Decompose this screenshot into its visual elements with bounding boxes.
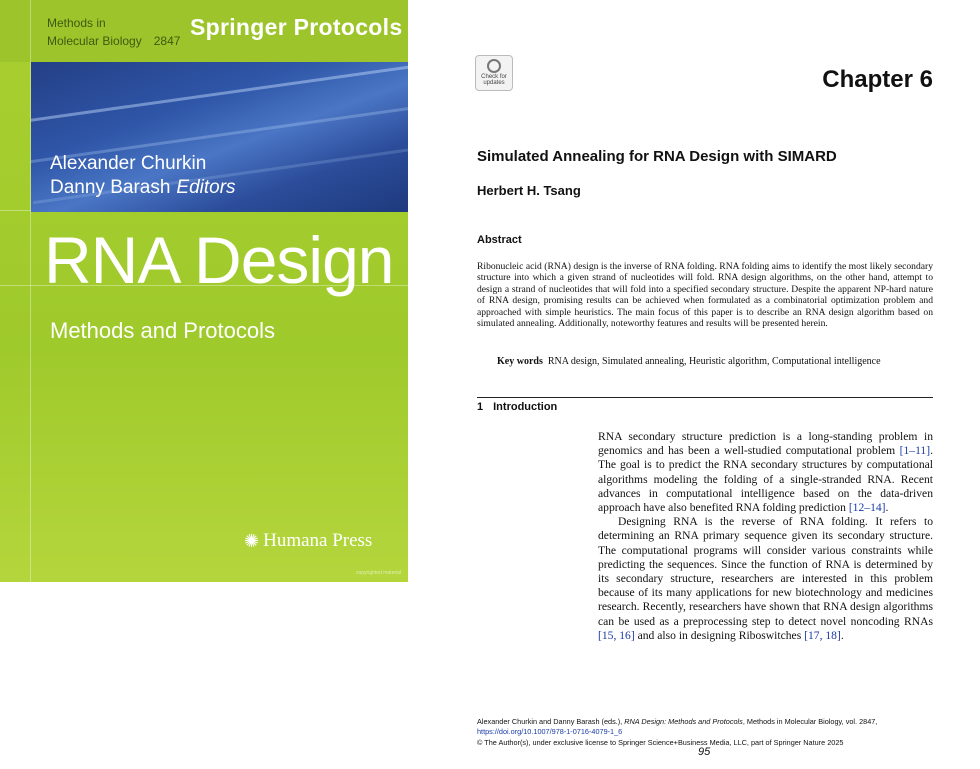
footer-text: , Methods in Molecular Biology, vol. 2847, — [742, 717, 878, 726]
check-label: Check for updates — [481, 74, 507, 86]
copyright-mark: copyrighted material — [356, 570, 402, 576]
abstract-heading: Abstract — [477, 234, 522, 246]
body-text — [598, 430, 933, 643]
book-cover — [0, 0, 408, 582]
chapter-page — [408, 0, 980, 769]
citation-link[interactable]: [17, 18] — [804, 628, 841, 642]
keywords — [497, 356, 881, 367]
citation-link[interactable]: [1–11] — [899, 444, 931, 458]
footer-book-title: RNA Design: Methods and Protocols — [624, 717, 743, 726]
series-volume: 2847 — [153, 34, 181, 48]
keywords-list: RNA design, Simulated annealing, Heuristic algorithm, Computational intelligence — [547, 356, 881, 367]
footer-citation — [477, 717, 947, 748]
cover-subtitle: Methods and Protocols — [50, 318, 276, 343]
chapter-author: Herbert H. Tsang — [477, 183, 581, 198]
humana-star-icon: ✺ — [244, 530, 260, 551]
series-name — [47, 14, 180, 50]
footer-copyright: © The Author(s), under exclusive license to Springer Science+Business Media, LLC, part of Springer Nature 2025 — [477, 737, 844, 747]
section-rule — [477, 397, 933, 398]
editor-name: Alexander Churkin — [50, 153, 207, 174]
check-for-updates-badge[interactable] — [475, 55, 513, 91]
text-run: and also in designing Riboswitches — [634, 628, 805, 642]
cover-editors — [50, 152, 236, 200]
publisher-name: Humana Press — [263, 530, 373, 551]
footer-text: Alexander Churkin and Danny Barash (eds.), — [477, 717, 625, 726]
brand-title: Springer Protocols — [190, 14, 403, 40]
publisher-logo — [244, 530, 372, 552]
series-line1: Methods in — [47, 16, 106, 30]
text-run: Designing RNA is the reverse of RNA folding. It refers to determining an RNA primary sequence given its secondary structure. The computational programs will consider various constraints while predicting the sequences. Since the function of RNA is determined by its secondary structure, researchers are interested in this problem because of its many applications for new biotechnology and medicines research. Recently, researchers have shown that RNA design algorithms can be used as a preprocessing step to detect novel noncoding RNAs — [598, 515, 933, 628]
section-heading — [477, 401, 557, 413]
page-number: 95 — [698, 746, 711, 758]
cover-title: RNA Design — [44, 223, 394, 297]
section-title: Introduction — [493, 401, 558, 413]
abstract-text: Ribonucleic acid (RNA) design is the inverse of RNA folding. RNA folding aims to identify the most likely secondary structure into which a given strand of nucleotides will fold. RNA design algorithms, on the other hand, attempt to design a strand of nucleotides that will fold into a specified secondary structure. Despite the apparent NP-hard nature of RNA design, promising results can be achieved when formulated as a combinatorial optimization problem and approached with simple heuristics. The main focus of this paper is to describe an RNA design algorithm based on simulated annealing. Additionally, noteworthy features and results will be presented herein. — [477, 261, 933, 330]
paragraph — [598, 430, 933, 515]
text-run: . The goal is to predict the RNA secondary structures by computational algorithms modeling the folding of a single-stranded RNA. Recent advances in computational intelligence based on the data-driven approach have also benefited RNA folding prediction — [598, 444, 933, 515]
series-line2: Molecular Biology — [47, 34, 142, 48]
text-run: RNA secondary structure prediction is a long-standing problem in genomics and has been a well-studied computational problem — [598, 430, 933, 458]
editor-name: Danny Barash — [50, 177, 171, 198]
paragraph — [598, 515, 933, 643]
text-run: . — [885, 501, 889, 515]
check-icon — [487, 59, 501, 73]
text-run: . — [840, 628, 844, 642]
doi-link[interactable]: https://doi.org/10.1007/978-1-0716-4079-1_6 — [477, 727, 623, 737]
editor-role: Editors — [176, 177, 236, 198]
citation-link[interactable]: [12–14] — [848, 501, 886, 515]
keywords-label: Key words — [497, 356, 543, 367]
chapter-number: Chapter 6 — [822, 66, 933, 93]
chapter-title: Simulated Annealing for RNA Design with SIMARD — [477, 148, 837, 165]
citation-link[interactable]: [15, 16] — [598, 628, 635, 642]
section-number: 1 — [477, 401, 484, 413]
